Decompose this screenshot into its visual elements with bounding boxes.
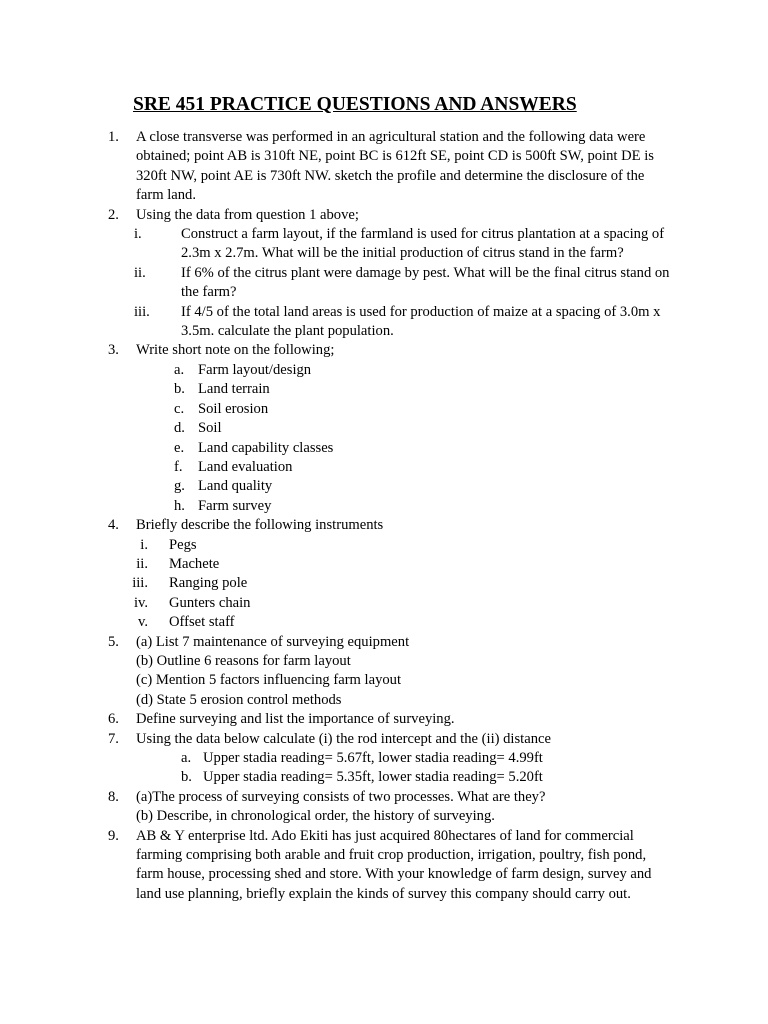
sub-item-text: Soil — [198, 420, 222, 437]
question-1 — [0, 128, 666, 206]
question-line: (b) Describe, in chronological order, the history of surveying. — [136, 808, 495, 825]
question-list — [0, 128, 768, 904]
sub-item-text: Gunters chain — [169, 594, 251, 611]
sub-item-text: Pegs — [169, 536, 197, 553]
sub-item-marker: e. — [174, 439, 185, 456]
question-number: 6. — [108, 711, 119, 728]
sub-item — [136, 477, 666, 496]
sub-item-list — [136, 361, 666, 516]
sub-item-marker: c. — [174, 400, 185, 417]
sub-item — [136, 225, 676, 264]
sub-item-marker: b. — [174, 381, 185, 398]
sub-item — [136, 458, 666, 477]
question-7 — [0, 730, 666, 788]
page-title: SRE 451 PRACTICE QUESTIONS AND ANSWERS — [133, 94, 577, 115]
sub-item-marker: ii. — [134, 264, 146, 281]
sub-item-text: Upper stadia reading= 5.35ft, lower stadia reading= 5.20ft — [203, 769, 543, 786]
sub-item — [136, 361, 666, 380]
sub-item-list — [132, 536, 666, 633]
sub-item — [136, 497, 666, 516]
sub-item-marker: i. — [134, 226, 142, 243]
question-4 — [0, 516, 666, 632]
sub-item-text: Machete — [169, 555, 220, 572]
question-number: 5. — [108, 633, 119, 650]
question-text: Write short note on the following; — [136, 342, 335, 359]
sub-item-marker: h. — [174, 497, 185, 514]
sub-item-marker: iv. — [133, 594, 148, 611]
question-number: 3. — [108, 342, 119, 359]
sub-item-text: Offset staff — [169, 614, 235, 631]
sub-item-text: If 6% of the citrus plant were damage by pest. What will be the final citrus stand on the farm? — [181, 264, 670, 301]
question-number: 4. — [108, 517, 119, 534]
sub-item — [136, 749, 666, 768]
question-number: 2. — [108, 206, 119, 223]
sub-item-marker: ii. — [136, 555, 148, 572]
question-number: 7. — [108, 730, 119, 747]
sub-item — [136, 380, 666, 399]
sub-item-marker: a. — [181, 750, 192, 766]
question-5 — [0, 633, 666, 711]
question-line: (a)The process of surveying consists of two processes. What are they? — [136, 788, 546, 805]
sub-item-text: Land quality — [198, 478, 273, 495]
sub-item-marker: d. — [174, 420, 185, 437]
sub-item-list — [134, 225, 670, 341]
sub-item — [136, 264, 676, 303]
question-line: (c) Mention 5 factors influencing farm layout — [136, 672, 402, 689]
sub-item-text: Land capability classes — [198, 439, 334, 456]
question-text: Using the data below calculate (i) the rod intercept and the (ii) distance — [136, 730, 551, 747]
sub-item — [136, 303, 676, 342]
question-2 — [0, 206, 670, 342]
sub-item — [132, 574, 666, 593]
sub-item-text: Soil erosion — [198, 400, 269, 417]
sub-item — [136, 555, 666, 574]
sub-item — [136, 439, 666, 458]
sub-item-marker: iii. — [132, 575, 148, 592]
sub-item-text: Construct a farm layout, if the farmland is used for citrus plantation at a spacing of 2.3m x 2.7m. What will be the initial production of citrus stand in the farm? — [181, 226, 665, 262]
question-number: 1. — [108, 129, 119, 145]
question-text: AB & Y enterprise ltd. Ado Ekiti has just acquired 80hectares of land for commercial farming comprising both arable and fruit crop production, irrigation, poultry, fish pond, farm house, processing shed and store. With your knowledge of farm design, survey and land use planning, briefly explain the kinds of survey this company should carry out. — [136, 827, 652, 902]
question-6 — [0, 710, 666, 729]
sub-item — [136, 768, 666, 787]
sub-item-marker: b. — [181, 769, 192, 786]
sub-item-text: If 4/5 of the total land areas is used for production of maize at a spacing of 3.0m x 3.5m. calculate the plant population. — [181, 303, 661, 340]
sub-item — [133, 594, 666, 613]
sub-item-text: Ranging pole — [169, 575, 248, 592]
sub-item — [136, 400, 666, 419]
sub-item-text: Farm layout/design — [198, 361, 312, 378]
sub-item-marker: i. — [140, 536, 148, 553]
sub-item — [136, 536, 666, 555]
sub-item-marker: iii. — [134, 303, 150, 320]
question-number: 9. — [108, 827, 119, 844]
question-3 — [0, 341, 666, 516]
question-line: (a) List 7 maintenance of surveying equipment — [136, 633, 410, 650]
question-line: (d) State 5 erosion control methods — [136, 691, 342, 708]
sub-item-marker: g. — [174, 478, 185, 495]
sub-item-list — [136, 749, 666, 788]
question-number: 8. — [108, 788, 119, 805]
sub-item — [136, 419, 666, 438]
sub-item — [136, 613, 666, 632]
sub-item-text: Farm survey — [198, 497, 272, 514]
sub-item-text: Upper stadia reading= 5.67ft, lower stadia reading= 4.99ft — [203, 750, 543, 766]
question-text: A close transverse was performed in an agricultural station and the following data were obtained; point AB is 310ft NE, point BC is 612ft SE, point CD is 500ft SW, point DE is 320ft NW, point AE is 730ft NW. sketch the profile and determine the disclosure of the farm land. — [136, 129, 654, 204]
question-8 — [0, 788, 666, 827]
question-9 — [0, 827, 666, 905]
question-text: Define surveying and list the importance of surveying. — [136, 711, 455, 728]
sub-item-text: Land terrain — [198, 381, 270, 398]
sub-item-marker: v. — [138, 614, 148, 631]
sub-item-marker: f. — [174, 458, 183, 475]
sub-item-marker: a. — [174, 361, 185, 378]
question-line: (b) Outline 6 reasons for farm layout — [136, 652, 351, 669]
question-text: Using the data from question 1 above; — [136, 206, 359, 223]
sub-item-text: Land evaluation — [198, 458, 293, 475]
question-text: Briefly describe the following instruments — [136, 517, 384, 534]
